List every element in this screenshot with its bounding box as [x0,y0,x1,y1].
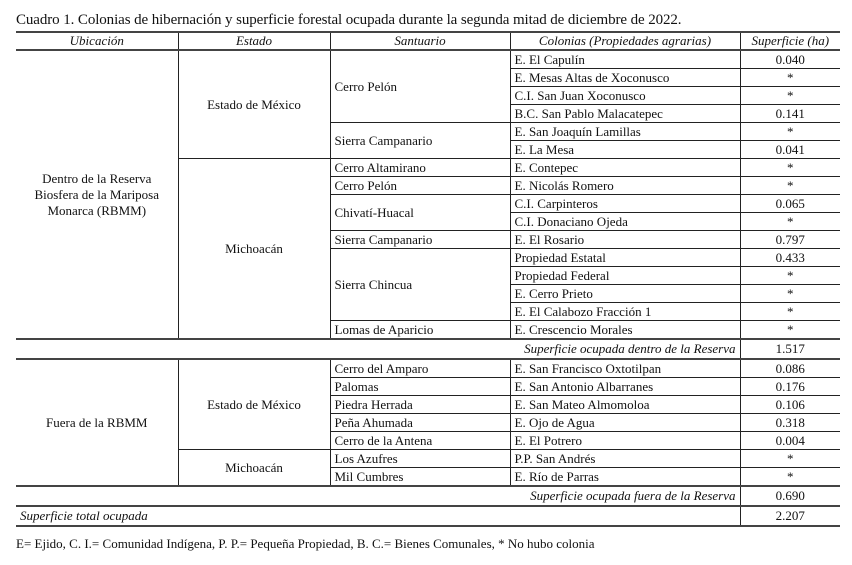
santuario-cell: Mil Cumbres [330,468,510,487]
subtotal-dentro-value: 1.517 [740,339,840,359]
superficie-cell: 0.141 [740,105,840,123]
estado-cell: Estado de México [178,50,330,159]
superficie-cell: * [740,69,840,87]
superficie-cell: 0.004 [740,432,840,450]
colonia-cell: Propiedad Federal [510,267,740,285]
santuario-cell: Sierra Chincua [330,249,510,321]
superficie-cell: 0.318 [740,414,840,432]
colonia-cell: E. El Potrero [510,432,740,450]
table-row [16,359,840,378]
superficie-cell: 0.176 [740,378,840,396]
santuario-cell: Lomas de Aparicio [330,321,510,340]
colonia-cell: Propiedad Estatal [510,249,740,267]
subtotal-fuera-row [16,486,840,506]
header-row [16,32,840,50]
santuario-cell: Piedra Herrada [330,396,510,414]
santuario-cell: Palomas [330,378,510,396]
header-estado: Estado [178,32,330,50]
colonia-cell: C.I. San Juan Xoconusco [510,87,740,105]
table-row [16,50,840,69]
superficie-cell: * [740,213,840,231]
table-footnote: E= Ejido, C. I.= Comunidad Indígena, P. P.= Pequeña Propiedad, B. C.= Bienes Comunales, * No hubo colonia [16,536,595,551]
superficie-cell: 0.040 [740,50,840,69]
superficie-cell: 0.041 [740,141,840,159]
colonia-cell: E. Cerro Prieto [510,285,740,303]
santuario-cell: Peña Ahumada [330,414,510,432]
colonia-cell: C.I. Donaciano Ojeda [510,213,740,231]
subtotal-dentro-label: Superficie ocupada dentro de la Reserva [16,339,740,359]
santuario-cell: Cerro Pelón [330,177,510,195]
superficie-cell: 0.086 [740,359,840,378]
colonia-cell: E. San Francisco Oxtotilpan [510,359,740,378]
colonia-cell: P.P. San Andrés [510,450,740,468]
superficie-cell: 0.106 [740,396,840,414]
estado-cell: Michoacán [178,450,330,487]
colonia-cell: E. La Mesa [510,141,740,159]
superficie-cell: * [740,321,840,340]
total-value: 2.207 [740,506,840,526]
colonia-cell: E. San Mateo Almomoloa [510,396,740,414]
colonia-cell: E. Crescencio Morales [510,321,740,340]
superficie-cell: 0.797 [740,231,840,249]
superficie-cell: * [740,159,840,177]
header-ubicacion: Ubicación [16,32,178,50]
santuario-cell: Sierra Campanario [330,231,510,249]
superficie-cell: 0.433 [740,249,840,267]
colonia-cell: C.I. Carpinteros [510,195,740,213]
superficie-cell: * [740,303,840,321]
subtotal-dentro-row [16,339,840,359]
estado-cell: Michoacán [178,159,330,340]
total-row [16,506,840,526]
santuario-cell: Sierra Campanario [330,123,510,159]
subtotal-fuera-value: 0.690 [740,486,840,506]
superficie-cell: * [740,468,840,487]
subtotal-fuera-label: Superficie ocupada fuera de la Reserva [16,486,740,506]
colonia-cell: E. El Rosario [510,231,740,249]
colonia-cell: E. Río de Parras [510,468,740,487]
santuario-cell: Cerro Pelón [330,50,510,123]
santuario-cell: Los Azufres [330,450,510,468]
santuario-cell: Cerro de la Antena [330,432,510,450]
superficie-cell: * [740,267,840,285]
superficie-cell: * [740,177,840,195]
estado-cell: Estado de México [178,359,330,450]
header-santuario: Santuario [330,32,510,50]
colonies-table [16,31,840,527]
colonia-cell: E. San Joaquín Lamillas [510,123,740,141]
colonia-cell: E. Mesas Altas de Xoconusco [510,69,740,87]
ubicacion-cell: Dentro de la Reserva Biosfera de la Mariposa Monarca (RBMM) [16,50,178,339]
superficie-cell: 0.065 [740,195,840,213]
header-superficie: Superficie (ha) [740,32,840,50]
colonia-cell: B.C. San Pablo Malacatepec [510,105,740,123]
superficie-cell: * [740,87,840,105]
colonia-cell: E. El Capulín [510,50,740,69]
total-label: Superficie total ocupada [16,506,740,526]
colonia-cell: E. Contepec [510,159,740,177]
santuario-cell: Chivatí-Huacal [330,195,510,231]
superficie-cell: * [740,285,840,303]
superficie-cell: * [740,123,840,141]
colonia-cell: E. Ojo de Agua [510,414,740,432]
santuario-cell: Cerro del Amparo [330,359,510,378]
superficie-cell: * [740,450,840,468]
santuario-cell: Cerro Altamirano [330,159,510,177]
header-colonias: Colonias (Propiedades agrarias) [510,32,740,50]
colonia-cell: E. Nicolás Romero [510,177,740,195]
table-caption: Cuadro 1. Colonias de hibernación y superficie forestal ocupada durante la segunda mitad de diciembre de 2022. [16,12,682,28]
colonia-cell: E. San Antonio Albarranes [510,378,740,396]
colonia-cell: E. El Calabozo Fracción 1 [510,303,740,321]
ubicacion-cell: Fuera de la RBMM [16,359,178,486]
